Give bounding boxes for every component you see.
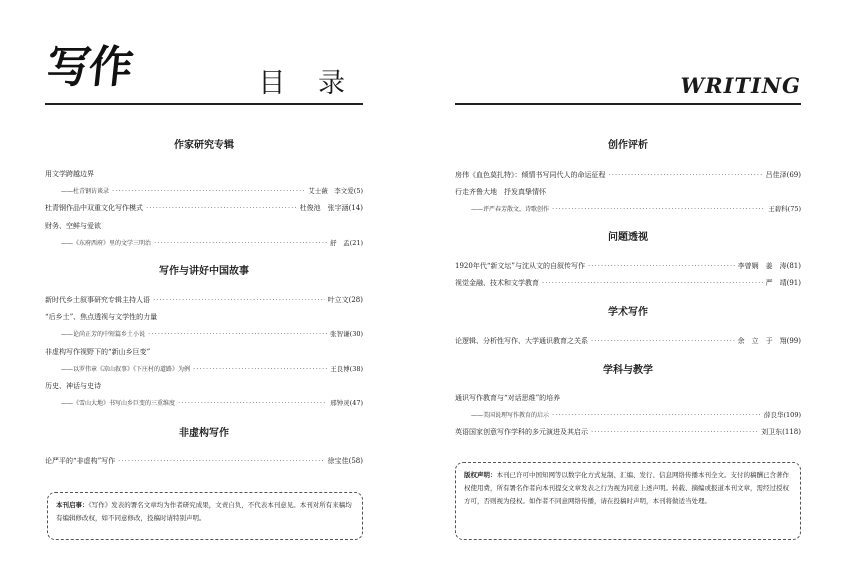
toc-entry[interactable]: ——美国说理写作教育的启示 ····· 薛良华(109) bbox=[471, 411, 801, 420]
notice-label: 版权声明： bbox=[464, 471, 497, 479]
toc-entry[interactable]: 行走齐鲁大地 抒发真挚情怀 bbox=[455, 188, 546, 196]
toc-entry[interactable]: 房伟《血色莫扎特》：倾情书写同代人的命运征程 ····· 吕佳泽(69) bbox=[455, 171, 801, 180]
toc-entry[interactable]: 非虚构写作视野下的“新山乡巨变” bbox=[45, 348, 151, 356]
section-heading: 学术写作 bbox=[608, 307, 648, 318]
toc-entry[interactable]: ——《东府西府》里的文学三明治 ····· 舒 孟(21) bbox=[61, 239, 363, 248]
toc-entry[interactable]: 视觉金融、技术和文学教育 ····· 严 靖(91) bbox=[455, 279, 801, 288]
section-heading: 学科与教学 bbox=[603, 365, 653, 376]
header-rule bbox=[45, 103, 363, 105]
notice-label: 本刊启事： bbox=[56, 501, 89, 509]
section-heading: 写作与讲好中国故事 bbox=[159, 266, 249, 277]
toc-entry[interactable]: ——以罗伟章《凉山叙事》《下庄村的道路》为例 ····· 王良博(38) bbox=[61, 365, 363, 374]
toc-entry[interactable]: 论严平的“非虚构”写作 ····· 徐宝佳(58) bbox=[45, 457, 363, 466]
toc-entry[interactable]: 历史、神话与史诗 bbox=[45, 382, 101, 390]
toc-entry[interactable]: ——杜青钢访谈录 ····· 艾士薇 李文爱(5) bbox=[61, 187, 363, 196]
contents-title: 目 录 bbox=[258, 68, 357, 99]
section-heading: 问题透视 bbox=[608, 232, 648, 243]
journal-logo: 写作 bbox=[44, 42, 134, 93]
toc-entry[interactable]: 财务、空鲜与爱欲 bbox=[45, 222, 101, 230]
english-logo: WRITING bbox=[680, 73, 801, 98]
notice-text: 本刊已许可中国知网等以数字化方式复制、汇编、发行、信息网络传播本刊全文。支付的稿酬已含著作权使用费，所有署名作者向本刊提交文章发表之行为视为同意上述声明。转载、摘编或报道本刊文章，需经过授权方可，否则视为侵权。如作者不同意网络传播，请在投稿时声明，本刊将做适当处理。 bbox=[464, 471, 789, 505]
toc-entry[interactable]: 论逻辑、分析性写作、大学通识教育之关系 ····· 余 立 于 翔(99) bbox=[455, 337, 801, 346]
toc-entry[interactable]: 用文学跨越边界 bbox=[45, 170, 94, 178]
copyright-notice bbox=[455, 462, 801, 540]
toc-entry[interactable]: ——论尚正芳的中短篇乡土小说 ····· 张智谦(30) bbox=[61, 330, 363, 339]
section-heading: 作家研究专辑 bbox=[174, 140, 234, 151]
toc-entry[interactable]: 英语国家创意写作学科的多元演进及其启示 ····· 刘卫东(118) bbox=[455, 428, 801, 437]
toc-entry[interactable]: “后乡土”、焦点透视与文学性的力量 bbox=[45, 313, 158, 321]
toc-entry[interactable]: 新时代乡土叙事研究专辑主持人语 ····· 叶立文(28) bbox=[45, 296, 363, 305]
journal-notice bbox=[47, 492, 363, 540]
section-heading: 创作评析 bbox=[608, 140, 648, 151]
section-heading: 非虚构写作 bbox=[179, 428, 229, 439]
header-rule bbox=[455, 103, 801, 105]
toc-entry[interactable]: 1920年代“新文坛”与沈从文的自叙传写作 ····· 李曾娴 姜 涛(81) bbox=[455, 262, 801, 271]
toc-entry[interactable]: ——《雪山大地》书写山乡巨变的三重维度 ····· 邢钟灵(47) bbox=[61, 399, 363, 408]
toc-entry[interactable]: 通识写作教育与“对话思维”的培养 bbox=[455, 394, 561, 402]
toc-entry[interactable]: ——评严春芳散文，诗歌创作 ····· 王碧科(75) bbox=[471, 205, 801, 214]
notice-text: 《写作》发表的署名文章均为作者研究成果，文责自负，不代表本刊意见。本刊对所有来稿均有编辑修改权，如不同意修改，投稿时请特别声明。 bbox=[56, 501, 352, 522]
toc-entry[interactable]: 杜青钢作品中双重文化写作模式 ····· 杜俊池 张宇涵(14) bbox=[45, 204, 363, 213]
